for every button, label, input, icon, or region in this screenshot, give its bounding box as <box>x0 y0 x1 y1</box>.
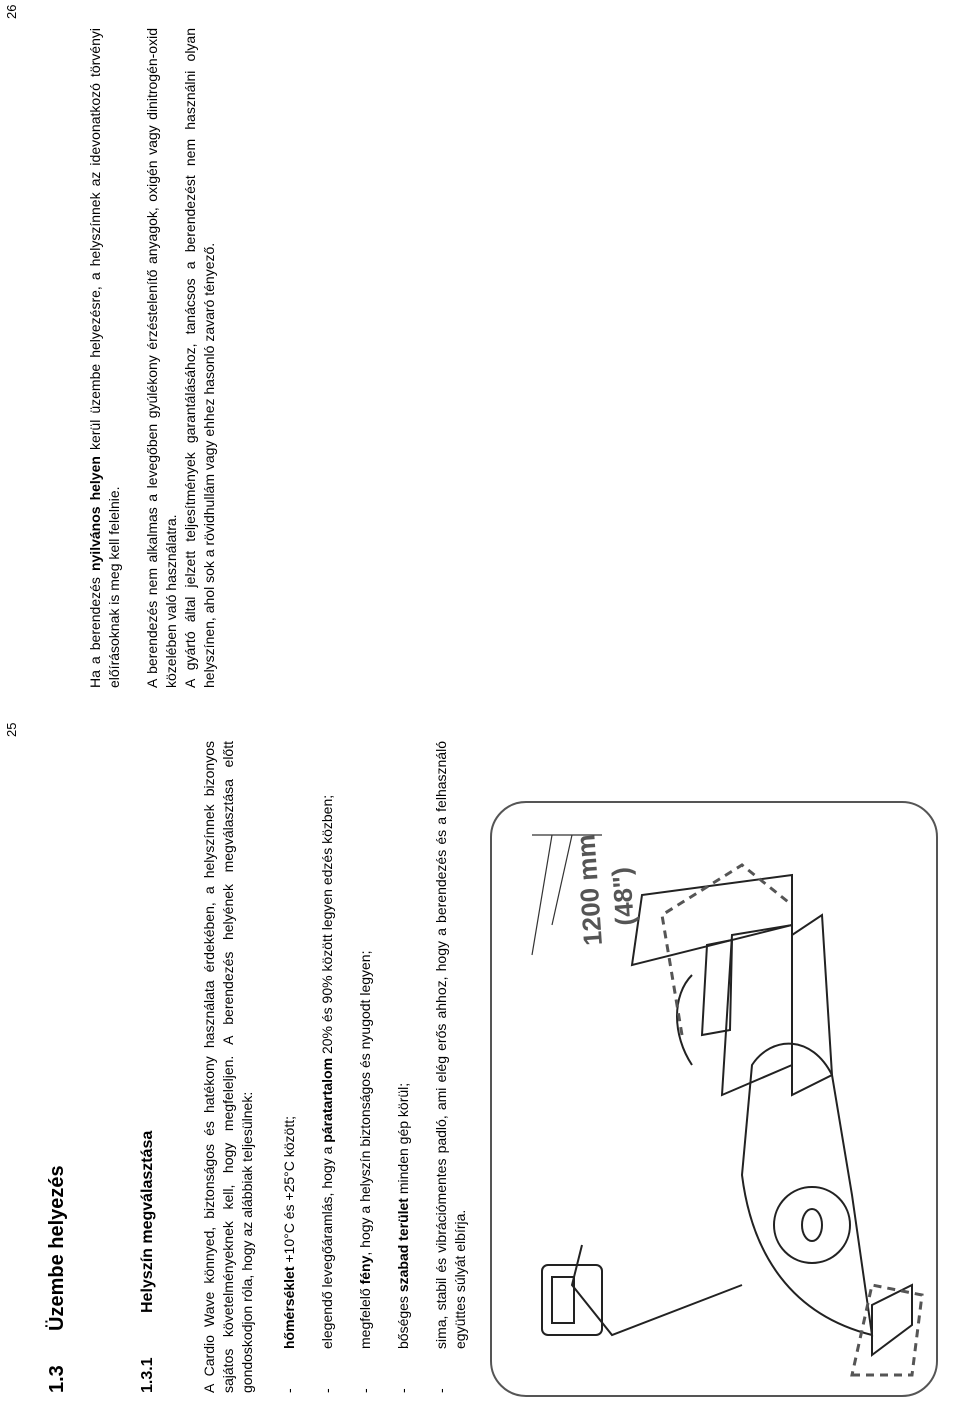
subsection-title: Helyszín megválasztása <box>139 1130 156 1313</box>
intro-paragraph: A Cardio Wave könnyed, biztonságos és hatékony használata érdekében, a helyszínnek bizonyos sajátos követelményeknek kell, hogy megfeleljen. A berendezés helyének megválasztása előtt gondoskodjon róla, hogy az alábbiak teljesülnek: <box>201 741 255 1393</box>
item-text-after: +10°C és +25°C között; <box>281 1116 297 1267</box>
subsection-number: 1.3.1 <box>139 1357 156 1393</box>
flywheel-shape <box>774 1187 850 1263</box>
bike-illustration <box>492 803 936 1395</box>
dimension-mm-label: 1200 mm <box>570 833 608 947</box>
list-item <box>280 741 299 1393</box>
dimension-in-label: (48") <box>605 866 640 927</box>
item-text-after: 20% és 90% között legyen edzés közben; <box>319 794 335 1058</box>
item-text-before: sima, stabil és vibrációmentes padló, ami elég erős ahhoz, hogy a berendezés és a felhasználó együttes súlyát elbírja. <box>433 741 468 1349</box>
para-text-after: kerül üzembe helyezésre, a helyszínnek az idevonatkozó törvényi előírásoknak is meg kell felelnie. <box>87 28 122 688</box>
page-25 <box>0 707 960 1407</box>
page-number: 26 <box>4 4 19 19</box>
page-number: 25 <box>4 722 19 737</box>
list-dash: - <box>395 1388 411 1393</box>
seat-base-shape <box>792 915 832 1095</box>
item-keyword: páratartalom <box>319 1057 335 1143</box>
item-text-after: , hogy a helyszín biztonságos és nyugodt legyen; <box>357 950 373 1256</box>
exercise-bike-figure <box>490 801 938 1397</box>
section-number: 1.3 <box>46 1365 68 1393</box>
para-keyword: nyilvános helyen <box>87 456 103 572</box>
section-title: Üzembe helyezés <box>46 1165 68 1331</box>
flammable-warning-paragraph: A berendezés nem alkalmas a levegőben gyúlékony érzéstelenítő anyagok, oxigén vagy dinitrogén-oxid közelében való használatra. <box>144 28 179 688</box>
item-text-before: elegendő levegőáramlás, hogy a <box>319 1142 335 1349</box>
section-heading <box>46 1165 69 1393</box>
item-text-before: bőséges <box>395 1292 411 1349</box>
subsection-heading <box>139 1131 157 1393</box>
list-dash: - <box>281 1388 297 1393</box>
handlebar-shape <box>572 1245 742 1335</box>
backrest-shape <box>632 875 792 965</box>
list-item <box>318 741 337 1393</box>
para-text-before: Ha a berendezés <box>87 571 103 688</box>
list-item <box>432 741 470 1393</box>
front-foot-shape <box>872 1285 912 1355</box>
interference-paragraph: A gyártó által jelzett teljesítmények garantálásához, tanácsos a berendezést nem használni olyan helyszínen, ahol sok a rövidhullám vagy ehhez hasonló zavaró tényező. <box>182 28 217 688</box>
public-place-paragraph <box>86 28 124 688</box>
item-text-after: minden gép körül; <box>395 1082 411 1199</box>
item-text-before: megfelelő <box>357 1284 373 1349</box>
list-dash: - <box>357 1388 373 1393</box>
list-dash: - <box>433 1388 449 1393</box>
list-item <box>394 741 413 1393</box>
item-keyword: hőmérséklet <box>281 1266 297 1349</box>
requirements-list <box>280 741 489 1393</box>
list-dash: - <box>319 1388 335 1393</box>
list-item <box>356 741 375 1393</box>
item-keyword: fény <box>357 1255 373 1285</box>
item-keyword: szabad terület <box>395 1198 411 1293</box>
